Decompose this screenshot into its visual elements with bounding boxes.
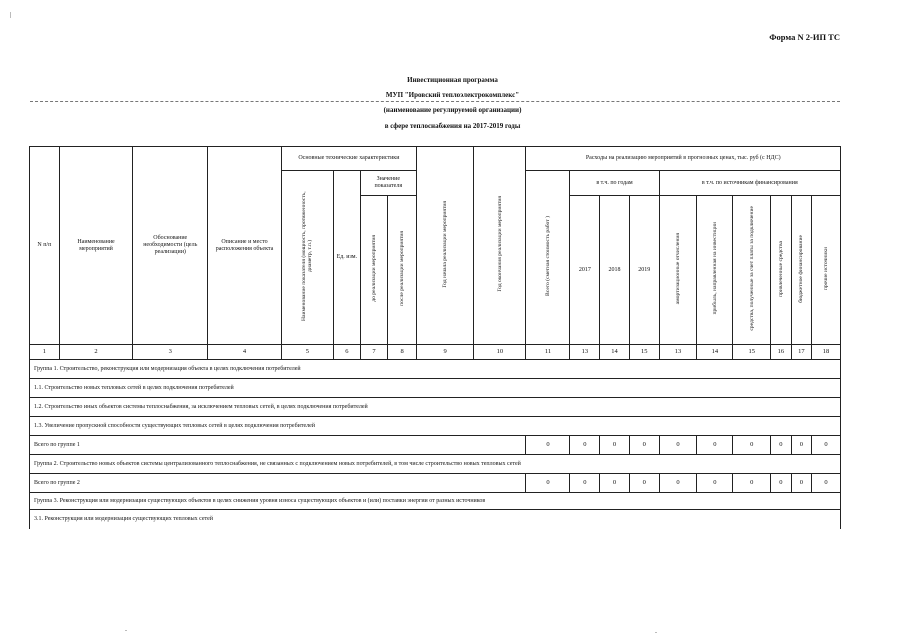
investment-table [29,146,841,529]
row-1-3: 1.3. Увеличение пропускной способности существующих тепловых сетей в целях подключения потребителей [30,417,841,436]
col-total-header: Всего (сметная стоимость работ ) [526,171,570,345]
organization-caption: (наименование регулируемой организации) [383,106,522,114]
program-period: в сфере теплоснабжения на 2017-2019 годы [384,122,521,130]
col-num-header: N п/п [30,147,60,345]
scan-mark [125,630,127,631]
col-number: 10 [474,345,526,360]
col-before-header: до реализации мероприятия [360,196,388,345]
col-number: 7 [360,345,388,360]
total-group-2-value: 0 [791,474,811,493]
col-values-group-header: Значение показателя [360,171,416,196]
col-budget-header: бюджетное финансирование [791,196,811,345]
col-name-header: Наименование мероприятий [59,147,133,345]
col-number: 15 [733,345,771,360]
group-1-row: Группа 1. Строительство, реконструкция или модернизация объекта в целях подключения потребителей [30,360,841,379]
col-number: 5 [281,345,333,360]
col-number: 2 [59,345,133,360]
col-profit-header: прибыль, направленная на инвестиции [697,196,733,345]
col-number: 6 [334,345,361,360]
col-number: 15 [629,345,659,360]
column-number-row [30,345,841,360]
col-number: 13 [659,345,697,360]
scan-mark [10,12,11,18]
total-group-1-value: 0 [570,436,600,455]
total-group-1-value: 0 [771,436,791,455]
group-3-row: Группа 3. Реконструкция или модернизация существующих объектов в целях снижения уровня износа существующих объектов и (или) поставки энергии от разных источников [30,493,841,510]
header-rule [30,101,840,102]
col-2017-header: 2017 [570,196,600,345]
col-number: 16 [771,345,791,360]
total-group-2-value: 0 [570,474,600,493]
program-title: Инвестиционная программа [407,76,498,84]
total-group-1-value: 0 [629,436,659,455]
total-group-2-label: Всего по группе 2 [30,474,526,493]
col-number: 11 [526,345,570,360]
col-other-header: прочие источники [812,196,841,345]
col-2018-header: 2018 [600,196,630,345]
total-group-1-value: 0 [733,436,771,455]
scan-mark [655,632,657,633]
col-number: 14 [600,345,630,360]
total-group-1-value: 0 [600,436,630,455]
col-number: 17 [791,345,811,360]
col-costs-group-header: Расходы на реализацию мероприятий в прогнозных ценах, тыс. руб (с НДС) [526,147,841,171]
total-group-2-value: 0 [629,474,659,493]
col-connection-fee-header: средства, полученные за счет платы за подключение [733,196,771,345]
total-group-1-value: 0 [791,436,811,455]
total-group-2-value: 0 [697,474,733,493]
col-number: 9 [416,345,473,360]
total-group-1-label: Всего по группе 1 [30,436,526,455]
total-group-2-value: 0 [659,474,697,493]
col-depreciation-header: амортизационные отчисления [659,196,697,345]
col-number: 4 [208,345,282,360]
col-number: 3 [133,345,208,360]
col-by-sources-header: в т.ч. по источникам финансирования [659,171,840,196]
total-group-1-value: 0 [659,436,697,455]
group-2-row: Группа 2. Строительство новых объектов системы централизованного теплоснабжения, не связанных с подключением новых потребителей, в том числе строительство новых тепловых сетей [30,455,841,474]
col-unit-header: Ед. изм. [334,171,361,345]
total-group-1-value: 0 [526,436,570,455]
col-tech-group-header: Основные технические характеристики [281,147,416,171]
total-group-2-value: 0 [771,474,791,493]
col-2019-header: 2019 [629,196,659,345]
row-1-2: 1.2. Строительство иных объектов системы теплоснабжения, за исключением тепловых сетей, в целях подключения потребителей [30,398,841,417]
total-group-1-row [30,436,841,455]
col-number: 8 [388,345,417,360]
total-group-2-row [30,474,841,493]
col-tech-name-header: Наименование показателя (мощность, протяженность, диаметр, т.п.) [281,171,333,345]
col-after-header: после реализации мероприятия [388,196,417,345]
total-group-2-value: 0 [600,474,630,493]
col-end-year-header: Год окончания реализации мероприятия [474,147,526,345]
organization-name: МУП "Ировский теплоэлектрокомплекс" [385,91,520,99]
col-number: 18 [812,345,841,360]
row-1-1: 1.1. Строительство новых тепловых сетей в целях подключения потребителей [30,379,841,398]
total-group-2-value: 0 [526,474,570,493]
col-borrowed-header: привлеченные средства [771,196,791,345]
col-number: 13 [570,345,600,360]
col-by-years-header: в т.ч. по годам [570,171,659,196]
total-group-1-value: 0 [812,436,841,455]
col-start-year-header: Год начала реализации мероприятия [416,147,473,345]
total-group-1-value: 0 [697,436,733,455]
total-group-2-value: 0 [733,474,771,493]
total-group-2-value: 0 [812,474,841,493]
row-3-1: 3.1. Реконструкция или модернизация существующих тепловых сетей [30,510,841,529]
col-description-header: Описание и место расположения объекта [208,147,282,345]
col-justification-header: Обоснование необходимости (цель реализации) [133,147,208,345]
col-number: 14 [697,345,733,360]
form-number: Форма N 2-ИП ТС [769,32,840,42]
col-number: 1 [30,345,60,360]
